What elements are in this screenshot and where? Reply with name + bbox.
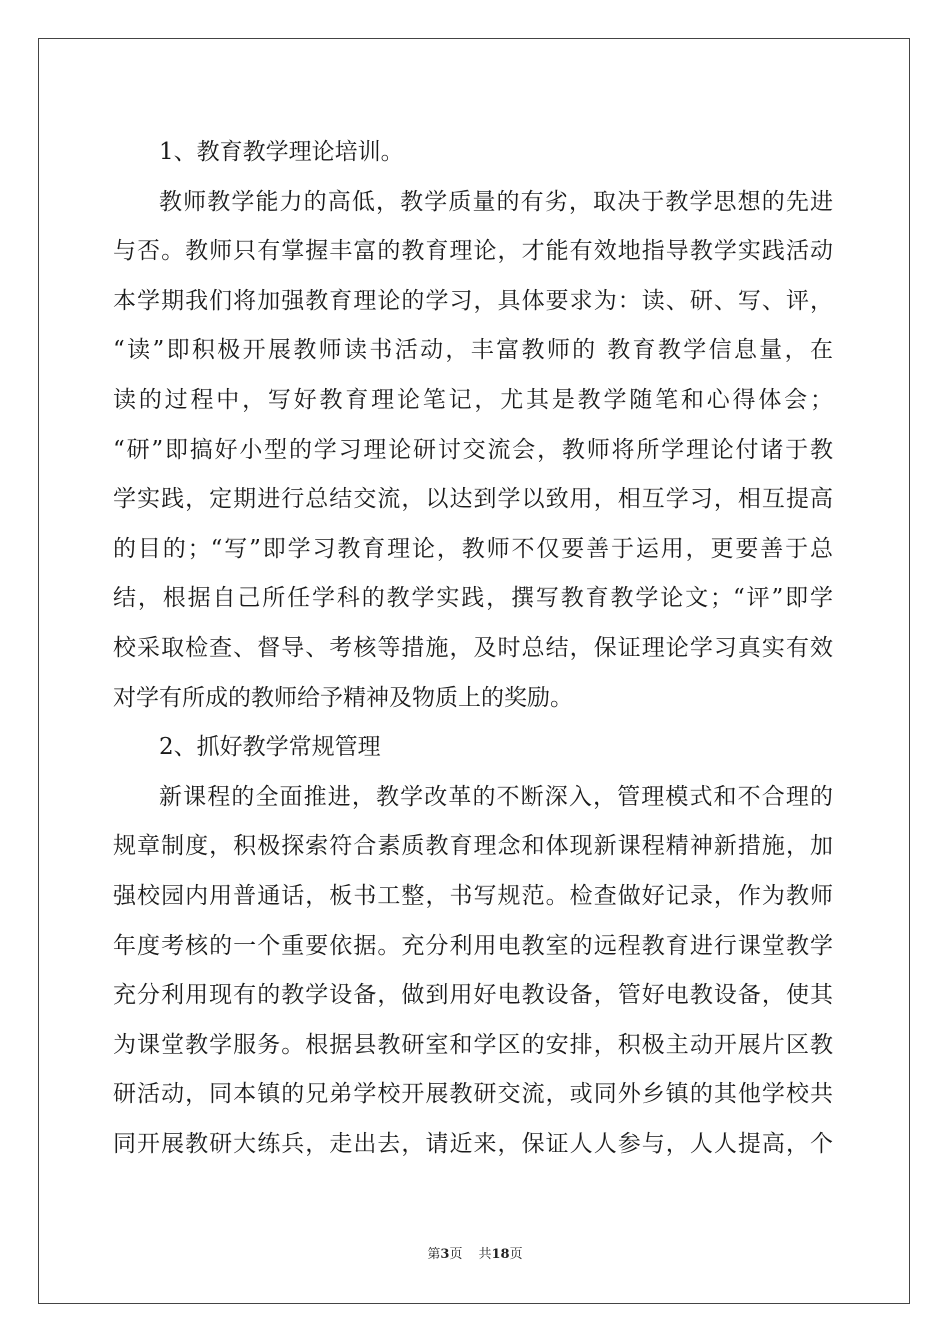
text-line: 学实践，定期进行总结交流，以达到学以致用，相互学习，相互提高 xyxy=(113,486,833,513)
footer-page-number: 3 xyxy=(440,1247,450,1262)
text-line: 对学有所成的教师给予精神及物质上的奖励。 xyxy=(113,684,573,711)
footer-total-prefix: 共 xyxy=(478,1247,492,1262)
text-line: 教师教学能力的高低，教学质量的有劣，取决于教学思想的先进 xyxy=(159,188,833,215)
document-body xyxy=(113,128,833,1169)
text-line: 为课堂教学服务。根据县教研室和学区的安排，积极主动开展片区教 xyxy=(113,1031,833,1058)
footer-page-prefix: 第 xyxy=(427,1247,441,1262)
footer-total-pages: 18 xyxy=(491,1247,510,1262)
footer-total-suffix: 页 xyxy=(509,1247,523,1262)
text-line: 强校园内用普通话，板书工整，书写规范。检查做好记录，作为教师 xyxy=(113,882,833,909)
text-line: 研活动，同本镇的兄弟学校开展教研交流，或同外乡镇的其他学校共 xyxy=(113,1081,833,1108)
text-line: 年度考核的一个重要依据。充分利用电教室的远程教育进行课堂教学 xyxy=(113,932,833,959)
text-line: 结，根据自己所任学科的教学实践，撰写教育教学论文；“评”即学 xyxy=(113,585,833,612)
text-line: 的目的；“写”即学习教育理论，教师不仅要善于运用，更要善于总 xyxy=(113,535,833,562)
text-line: 读的过程中，写好教育理论笔记，尤其是教学随笔和心得体会； xyxy=(113,386,833,413)
text-line: 规章制度，积极探索符合素质教育理念和体现新课程精神新措施，加 xyxy=(113,833,833,860)
text-line: 新课程的全面推进，教学改革的不断深入，管理模式和不合理的 xyxy=(159,783,833,810)
text-line: 本学期我们将加强教育理论的学习，具体要求为：读、研、写、评， xyxy=(113,287,833,314)
text-line: 与否。教师只有掌握丰富的教育理论，才能有效地指导教学实践活动 xyxy=(113,238,833,265)
text-line: “读”即积极开展教师读书活动，丰富教师的 教育教学信息量，在 xyxy=(113,337,833,364)
text-line: 1、教育教学理论培训。 xyxy=(159,139,404,165)
text-line: 充分利用现有的教学设备，做到用好电教设备，管好电教设备，使其 xyxy=(113,982,833,1009)
page-footer xyxy=(0,1246,950,1264)
text-line: 2、抓好教学常规管理 xyxy=(159,734,381,761)
text-line: 同开展教研大练兵，走出去，请近来，保证人人参与，人人提高，个 xyxy=(113,1130,833,1157)
footer-page-suffix: 页 xyxy=(449,1247,463,1262)
text-line: 校采取检查、督导、考核等措施，及时总结，保证理论学习真实有效 xyxy=(113,634,833,661)
text-line: “研”即搞好小型的学习理论研讨交流会，教师将所学理论付诸于教 xyxy=(113,436,833,463)
